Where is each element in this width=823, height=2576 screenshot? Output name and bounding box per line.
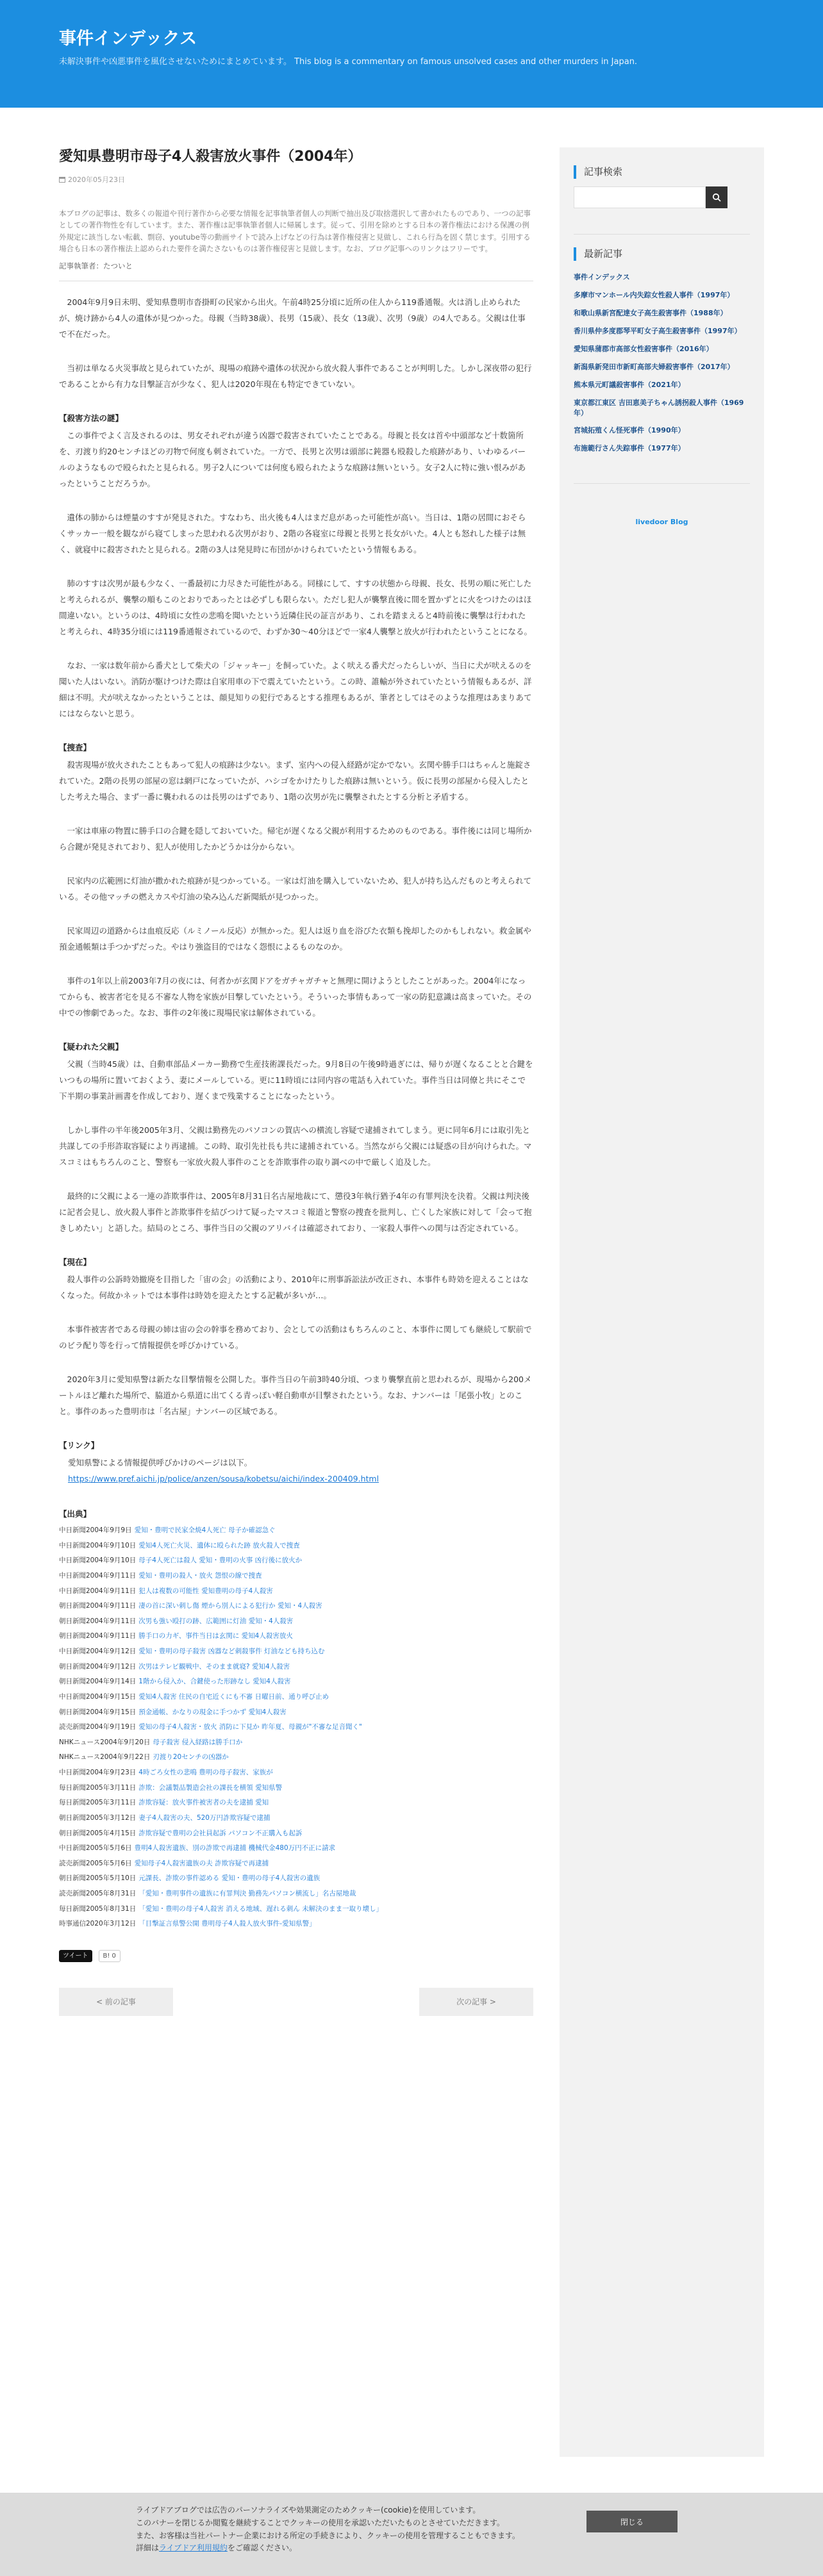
cookie-prefix: 詳細は [136,2543,160,2553]
source-item [59,1811,533,1826]
copyright-notice [59,208,533,281]
recent-item[interactable]: 新潟県新発田市新町高部夫婦殺害事件（2017年） [574,362,735,371]
source-label: 中日新聞2004年9月11日 [59,1571,137,1580]
source-link[interactable]: 愛知4人死亡火災、遺体に殴られた跡 放火殺人で捜査 [138,1541,300,1549]
source-item [59,1539,533,1554]
source-label: 中日新聞2004年9月12日 [59,1647,137,1655]
sidebar-divider [574,483,750,484]
source-link[interactable]: 豊明4人殺害遺族、別の詐欺で再逮捕 機械代金480万円不正に請求 [134,1844,336,1853]
source-label: 中日新聞2004年9月10日 [59,1541,137,1549]
source-label: 中日新聞2004年9月9日 [59,1526,132,1534]
source-item [59,1660,533,1675]
section-heading: 【現在】 [59,1257,92,1267]
sidebar [560,147,764,2457]
cookie-suffix: をご確認ください。 [227,2543,297,2553]
article-date [59,174,533,186]
source-label: 中日新聞2004年9月15日 [59,1692,137,1701]
source-label: 中日新聞2004年9月23日 [59,1769,137,1776]
source-item [59,1584,533,1599]
site-header [0,0,823,108]
police-page-link[interactable]: https://www.pref.aichi.jp/police/anzen/sousa/kobetsu/aichi/index-200409.html [68,1474,379,1483]
cookie-line: このバナーを閉じるか閲覧を継続することでクッキーの使用を承認いただいたものとさせていただきます。 [136,2518,505,2527]
source-link[interactable]: 愛知・豊明の母子殺害 凶器など刺殺事件 灯油なども持ち込む [138,1647,325,1655]
cookie-line [136,2542,823,2555]
source-link[interactable]: 詐欺：会議製品製造会社の課長を横領 愛知県警 [138,1783,283,1792]
recent-item[interactable]: 和歌山県新宮配達女子高生殺害事件（1988年） [574,308,727,317]
source-label: 朝日新聞2005年4月15日 [59,1829,137,1837]
source-item [59,1614,533,1630]
search-heading: 記事検索 [574,165,750,179]
paragraph: 事件の1年以上前2003年7月の夜には、何者かが玄関ドアをガチャガチャと無理に開けようとしたことがあった。2004年になってからも、被害者宅を見る不審な人物を家族が目撃していたという。そういった事情もあって一家の防犯意識は高まっていた。その中での惨劇であった。なお、事件の2年後に現場民家は解体されている。 [59,976,532,1018]
author-line: 記事執筆者：たついと [59,261,133,270]
source-item [59,1690,533,1705]
recent-list [574,268,750,458]
recent-item[interactable]: 東京都江東区 吉田恵美子ちゃん誘拐殺人事件（1969年） [574,398,744,417]
recent-item[interactable]: 宮城拓殖くん怪死事件（1990年） [574,426,685,435]
source-link[interactable]: 次男も強い殴打の跡、広範囲に灯油 愛知・4人殺害 [138,1617,294,1625]
source-item [59,1750,533,1765]
source-item [59,1902,533,1917]
cookie-close-button[interactable]: 閉じる [586,2511,678,2532]
paragraph: 2020年3月に愛知県警は新たな目撃情報を公開した。事件当日の午前3時40分頃、つまり襲撃直前と思われるが、現場から200メートルほど離れた場所で、脇道から県道に出てくる青っぽい軽自動車が目撃されたという。なお、ナンバーは「尾張小牧」とのこと。事件のあった豊明市は「名古屋」ナンバーの区域である。 [59,1375,532,1416]
source-item [59,1826,533,1842]
source-item [59,1523,533,1539]
source-link[interactable]: 詐欺容疑：放火事件被害者の夫を逮捕 愛知 [138,1799,269,1807]
source-item [59,1871,533,1887]
source-link[interactable]: 犯人は複数の可能性 愛知豊明の母子4人殺害 [138,1587,273,1595]
source-item [59,1569,533,1584]
sidebar-divider [574,234,750,235]
source-item [59,1720,533,1735]
recent-item[interactable]: 布施範行さん失踪事件（1977年） [574,444,685,453]
source-label: 朝日新聞2005年3月12日 [59,1813,137,1822]
source-item [59,1629,533,1644]
source-label: 朝日新聞2004年9月12日 [59,1662,137,1671]
blog-text: Blog [670,518,688,527]
source-item [59,1887,533,1902]
site-description: 未解決事件や凶悪事件を風化させないためにまとめています。 This blog is a commentary on famous unsolved cases and other murders in Japan. [59,56,638,67]
source-label: 中日新聞2004年9月10日 [59,1556,137,1565]
section-heading: 【殺害方法の謎】 [59,413,124,423]
source-link[interactable]: 預金通帳、かなりの現金に手つかず 愛知4人殺害 [138,1708,287,1716]
paragraph: 父親（当時45歳）は、自動車部品メーカー勤務で生産技術課長だった。9月8日の午後9時過ぎには、帰りが遅くなることと合鍵をいつもの場所に置いておくよう、妻にメールしている。更に11時頃には同内容の電話も入れていた。事件当日は同僚と共にそこで下半期の事業計画書を作成しており、遅くまで残業することになったという。 [59,1059,533,1101]
source-item [59,1599,533,1614]
source-label: 時事通信2020年3月12日 [59,1920,137,1928]
article [59,147,533,2016]
source-label: 朝日新聞2005年5月10日 [59,1874,137,1883]
article-title[interactable]: 愛知県豊明市母子4人殺害放火事件（2004年） [59,149,362,165]
source-item [59,1781,533,1796]
source-item [59,1765,533,1781]
source-label: 毎日新聞2005年3月11日 [59,1783,137,1792]
source-link[interactable]: 次男はテレビ観戦中、そのまま就寝? 愛知4人殺害 [138,1662,290,1671]
paragraph: 遺体の肺からは煙量のすすが発見された。すなわち、出火後も4人はまだ息があった可能性が高い。当日は、1階の居間におそらくサッカー一般を観ながら寝てしまった思われる次男がおり、2階の各寝室に母親と長男と長女がいた。4人とも怒れした様子は無く、就寝中に殺害されたと見られる。2階の3人は発見時に布団がかけられていたという情報もある。 [59,513,526,554]
livedoor-text: livedoor [635,518,669,527]
section-heading: 【捜査】 [59,743,92,752]
source-label: 朝日新聞2004年9月11日 [59,1602,137,1610]
source-label: 読売新聞2005年8月31日 [59,1890,137,1897]
cookie-line: ライブドアブログでは広告のパーソナライズや効果測定のためクッキー(cookie)を使用しています。 [136,2506,481,2514]
source-item [59,1674,533,1690]
livedoor-blog-logo[interactable] [574,516,750,528]
source-link[interactable]: 4時ごろ女性の悲鳴 豊明の母子殺害、家族が [138,1769,273,1776]
source-item [59,1856,533,1872]
source-label: NHKニュース2004年9月22日 [59,1753,151,1762]
source-link[interactable]: 愛知の母子4人殺害・放火 消防に下見か 昨年夏、母親が"不審な足音聞く" [138,1723,362,1731]
source-link[interactable]: 愛知・豊明で民家全焼4人死亡 母子か確認急ぐ [134,1526,276,1534]
source-link[interactable]: 1階から侵入か、合鍵使った形跡なし 愛知4人殺害 [138,1678,291,1686]
source-label: 中日新聞2004年9月11日 [59,1587,137,1595]
paragraph: 民家内の広範囲に灯油が撒かれた痕跡が見つかっている。一家は灯油を購入していないため、犯人が持ち込んだものと考えられている。その他マッチの燃えカスや灯油の染み込んだ新聞紙が見つかった。 [59,876,532,902]
paragraph: この事件でよく言及されるのは、男女それぞれが違う凶器で殺害されていたことである。母親と長女は首や中頭部など十数箇所を、刃渡り約20センチほどの刃物で何度も刺されていた。一方で、長男と次男は頭部に鈍器も殴殺した痕跡があり、いわゆるバールのようなもので殴られたと見られる。男子2人については何度も殴られたような痕跡は無いという。女子2人に特に強い恨みがあったということだろうか。 [59,431,526,488]
recent-item[interactable]: 熊本県元町議殺害事件（2021年） [574,380,685,389]
recent-item[interactable]: 香川県仲多度郡琴平町女子高生殺害事件（1997年） [574,326,742,335]
cookie-banner [0,2493,823,2576]
source-label: 中日新聞2005年5月6日 [59,1844,132,1853]
paragraph: 民家周辺の道路からは血痕反応（ルミノール反応）が無かった。犯人は返り血を浴びた衣類も挽却したのかもしれない。救金属や預金通帳類は手つかずだった。やはり強盗目的ではなく怨恨によるものなのか。 [59,926,531,952]
source-item [59,1735,533,1751]
source-label: 朝日新聞2004年9月11日 [59,1632,137,1640]
source-link[interactable]: 元課長、詐欺の事件認める 愛知・豊明の母子4人殺害の遺族 [138,1874,320,1883]
recent-item[interactable]: 事件インデックス [574,273,630,281]
paragraph: しかし事件の半年後2005年3月、父親は勤務先のパソコンの賀店への横流し容疑で逮捕されてしまう。更に同年6月には取引先と共謀しての手形詐取容疑により再逮捕。この時、取引先社長も共に逮捕されている。当然ながら父親には疑惑の目が向けられた。マスコミはもちろんのこと、警察も一家放火殺人事件のことを詐欺事件の取り調べの中で厳しく追及した。 [59,1125,532,1167]
paragraph: 当初は単なる火災事故と見られていたが、現場の痕跡や遺体の状況から放火殺人事件であることが判明した。しかし深夜帯の犯行であることから有力な目撃証言が少なく、犯人は2020年現在も特定できていない。 [59,363,532,389]
search-form [574,186,750,208]
source-link[interactable]: 刃渡り20センチの凶器か [153,1753,229,1762]
source-item [59,1796,533,1811]
search-button[interactable] [706,186,727,208]
recent-item[interactable]: 多摩市マンホール内失踪女性殺人事件（1997年） [574,290,735,299]
source-item [59,1917,533,1932]
copyright-text: 本ブログの記事は、数多くの報道や刊行著作から必要な情報を記事執筆者個人の判断で抽出及び取捨選択して書かれたものであり、一つの記事としての著作物性を有しています。また、著作権は記事執筆者個人に帰属します。従って、引用を除めとする日本の著作権法における保護の例外規定に該当しない転載、剽窃、youtube等の動画サイトで読み上げなどの行為は著作権侵害と見做し、これら行為を固く禁じます。引用する場合も日本の著作権法上認められた要件を満たさないものは著作権侵害と見做します。なお、ブログ記事へのリンクはフリーです。 [59,209,531,254]
source-item [59,1553,533,1569]
source-link[interactable]: 「愛知・豊明事件の遺族に有罪判決 勤務先パソコン横流し」名古屋地裁 [138,1890,356,1897]
source-label: 毎日新聞2005年8月31日 [59,1904,137,1913]
source-item [59,1705,533,1721]
calendar-icon [59,177,65,183]
source-label: 読売新聞2004年9月19日 [59,1723,137,1731]
link-section [59,1437,533,1487]
link-intro: 愛知県警による情報提供呼びかけのページは以下。 [68,1458,253,1467]
source-link[interactable]: 「愛知・豊明の母子4人殺害 消える地域、遅れる刺ん 未解決のまま一取り壊し」 [138,1904,383,1913]
source-link[interactable]: 母子4人死亡は殺人 愛知・豊明の火事 凶行後に放火か [138,1556,303,1565]
source-item [59,1644,533,1660]
article-body [59,294,533,1932]
source-link[interactable]: 母子殺害 侵入経路は勝手口か [153,1738,243,1746]
source-link[interactable]: 妻子4人殺害の夫、520万円詐欺容疑で逮捕 [138,1813,270,1822]
source-link[interactable]: 愛知母子4人殺害遺族の夫 詐欺容疑で再逮捕 [134,1859,269,1867]
paragraph: 殺害現場が放火されたこともあって犯人の痕跡は少ない。まず、室内への侵入経路が定かでない。玄関や勝手口はちゃんと施錠されていた。2階の長男の部屋の窓は網戸になっていたが、ハシゴをかけたりした痕跡は無いという。仮に長男の部屋から侵入したとした考えた場合、まず一番に襲われるのは長男のはずであり、1階の次男が先に襲撃されたとする分析と矛盾する。 [59,760,531,802]
terms-link[interactable]: ライブドア利用規約 [159,2543,228,2553]
pager [59,1988,533,2016]
sources-list [59,1523,533,1932]
source-label: 朝日新聞2004年9月15日 [59,1708,137,1716]
next-article-button[interactable]: 次の記事 > [419,1988,533,2016]
source-label: 毎日新聞2005年3月11日 [59,1799,137,1807]
paragraph: 一家は車庫の物置に勝手口の合鍵を隠しておいていた。帰宅が遅くなる父親が利用するためのものである。事件後には同じ場所から合鍵が発見されており、犯人が使用したかどうかは分からない。 [59,826,532,852]
paragraph: なお、一家は数年前から番犬として柴犬の「ジャッキー」を飼っていた。よく吠える番犬だったらしいが、当日に犬が吠えるのを聞いた人はいない。消防が駆けつけた際は自家用車の下で震えていたという。この時、誰輸が外されていたという情報もあるが、詳細は不明。犬が吠えなかったということは、顔見知りの犯行であるとする推理もあるが、筆者としてはそのような推理はあまりあてにはならないと思う。 [59,661,532,718]
paragraph: 肺のすすは次男が最も少なく、一番最初に力尽きた可能性がある。同様にして、すすの状態から母親、長女、長男の順に死亡したと考えられるが、襲撃の順もこのとおりであったとは必ずしも限らない。ただし犯人が襲撃直後に間を置かずとに火をつけたのはほ間違いない。というのは、4時頃に女性の悲鳴を聞いたという近隣住民の証言があり、これを踏まえると4時前後に襲撃は行われたと考えられ、4時35分頃には119番通報されているので、わずか30〜40分ほどで一家4人襲撃と放火が行われたということになる。 [59,579,532,636]
prev-article-button[interactable]: < 前の記事 [59,1988,173,2016]
section-heading: 【出典】 [59,1509,92,1519]
paragraph: 殺人事件の公訴時効撤廃を目指した「宙の会」の活動により、2010年に刑事訴訟法が改正され、本事件も時効を迎えることはなくなった。何故かネットでは本事件は時効を迎えたとする記載が多いが…。 [59,1275,529,1300]
tweet-button[interactable]: ツイート [59,1950,92,1963]
source-label: 朝日新聞2004年9月14日 [59,1678,137,1686]
source-link[interactable]: 詐欺容疑で豊明の会社員起訴 パソコン不正購入も起訴 [138,1829,303,1837]
source-link[interactable]: 勝手口の力ギ、事件当日は玄関に 愛知4人殺害放火 [138,1632,293,1640]
source-link[interactable]: 凄の首に深い刺し傷 煙から別人による犯行か 愛知・4人殺害 [138,1602,322,1610]
search-icon [712,193,721,202]
recent-heading: 最新記事 [574,247,750,261]
section-heading: 【リンク】 [59,1441,99,1450]
share-buttons [59,1950,533,1963]
source-label: 読売新聞2005年5月6日 [59,1859,132,1867]
source-link[interactable]: 愛知・豊明の殺人・放火 怨恨の線で捜査 [138,1571,262,1580]
cookie-line: また、お客様は当社パートナー企業における所定の手続きにより、クッキーの使用を管理することもできます。 [136,2531,520,2540]
source-label: 朝日新聞2004年9月11日 [59,1617,137,1625]
paragraph: 最終的に父親による一連の詐欺事件は、2005年8月31日名古屋地裁にて、懲役3年執行猶予4年の有罪判決を決着。父親は判決後に記者会見し、放火殺人事件と詐欺事件を結びつけて疑ったマスコミ報道と警察の捜査を批判し、亡くした家族に対して「会って抱きしめたい」と語した。結局のところ、事件当日の父親のアリバイは確認されており、一家殺人事件への関与は否定されている。 [59,1191,532,1233]
source-link[interactable]: 「目撃証言県警公開 豊明母子4人殺人放火事件-愛知県警」 [138,1920,316,1928]
source-label: NHKニュース2004年9月20日 [59,1738,151,1746]
search-input[interactable] [574,186,706,208]
section-heading: 【疑われた父親】 [59,1042,124,1052]
paragraph: 本事件被害者である母親の姉は宙の会の幹事を務めており、会としての活動はもちろんのこと、本事件に関しても継続して駅前でのビラ配り等を行って情報提供を呼びかけている。 [59,1325,532,1350]
source-item [59,1841,533,1856]
page-body [0,108,823,2553]
hatena-bookmark-button[interactable]: B! 0 [99,1950,121,1963]
paragraph: 2004年9月9日未明、愛知県豊明市沓掛町の民家から出火。午前4時25分頃に近所の住人から119番通報。火は消し止められたが、焼け跡から4人の遺体が見つかった。母親（当時38歳）、長男（15歳）、長女（13歳）、次男（9歳）の4人である。父親は仕事で不在だった。 [59,297,526,339]
source-link[interactable]: 愛知4人殺害 住民の自宅近くにも不審 日曜日前、通り呼び止め [138,1692,329,1701]
article-date-text: 2020年05月23日 [68,175,125,184]
site-title[interactable]: 事件インデックス [59,29,197,49]
recent-item[interactable]: 愛知県蒲郡市高部女性殺害事件（2016年） [574,344,713,353]
